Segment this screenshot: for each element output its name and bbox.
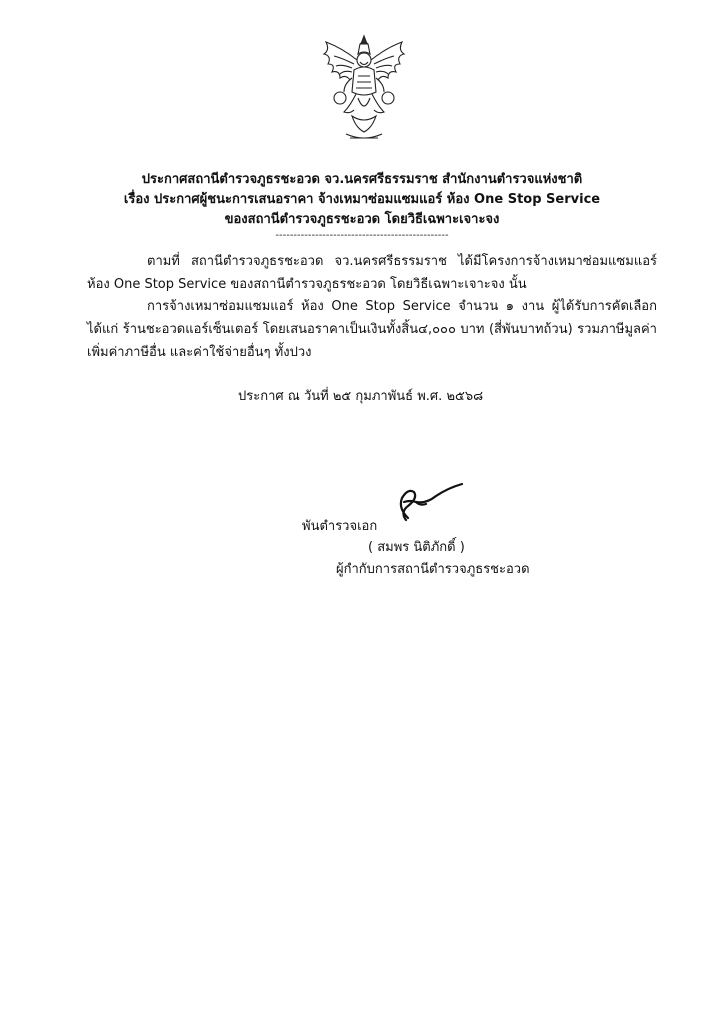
document-subject-line: เรื่อง ประกาศผู้ชนะการเสนอราคา จ้างเหมาซ่อมแซมแอร์ ห้อง One Stop Service: [123, 192, 601, 207]
signatory-name: ( สมพร นิติภักดิ์ ): [368, 540, 465, 555]
separator-line: ------------------------------------------------: [275, 230, 449, 241]
signatory-rank: พันตำรวจเอก: [302, 519, 378, 534]
document-subject-line2: ของสถานีตำรวจภูธรชะอวด โดยวิธีเฉพาะเจาะจง: [224, 212, 500, 227]
announcement-date: ประกาศ ณ วันที่ ๒๕ กุมภาพันธ์ พ.ศ. ๒๕๖๘: [238, 389, 484, 404]
body-paragraph-1: ตามที่ สถานีตำรวจภูธรชะอวด จว.นครศรีธรรมราช ได้มีโครงการจ้างเหมาซ่อมแซมแอร์ ห้อง One Stop Service ของสถานีตำรวจภูธรชะอวด โดยวิธีเฉพาะเจาะจง นั้น: [87, 254, 657, 292]
signatory-position: ผู้กำกับการสถานีตำรวจภูธรชะอวด: [336, 562, 530, 577]
garuda-emblem-icon: [314, 34, 414, 144]
body-paragraph-2: การจ้างเหมาซ่อมแซมแอร์ ห้อง One Stop Service จำนวน ๑ งาน ผู้ได้รับการคัดเลือก ได้แก่ ร้านชะอวดแอร์เซ็นเตอร์ โดยเสนอราคาเป็นเงินทั้งสิ้น๔,๐๐๐ บาท (สี่พันบาทถ้วน) รวมภาษีมูลค่าเพิ่มค่าภาษีอื่น และค่าใช้จ่ายอื่นๆ ทั้งปวง: [87, 299, 657, 360]
handwritten-signature-icon: [386, 478, 470, 524]
document-title-line1: ประกาศสถานีตำรวจภูธรชะอวด จว.นครศรีธรรมราช สำนักงานตำรวจแห่งชาติ: [141, 172, 583, 187]
